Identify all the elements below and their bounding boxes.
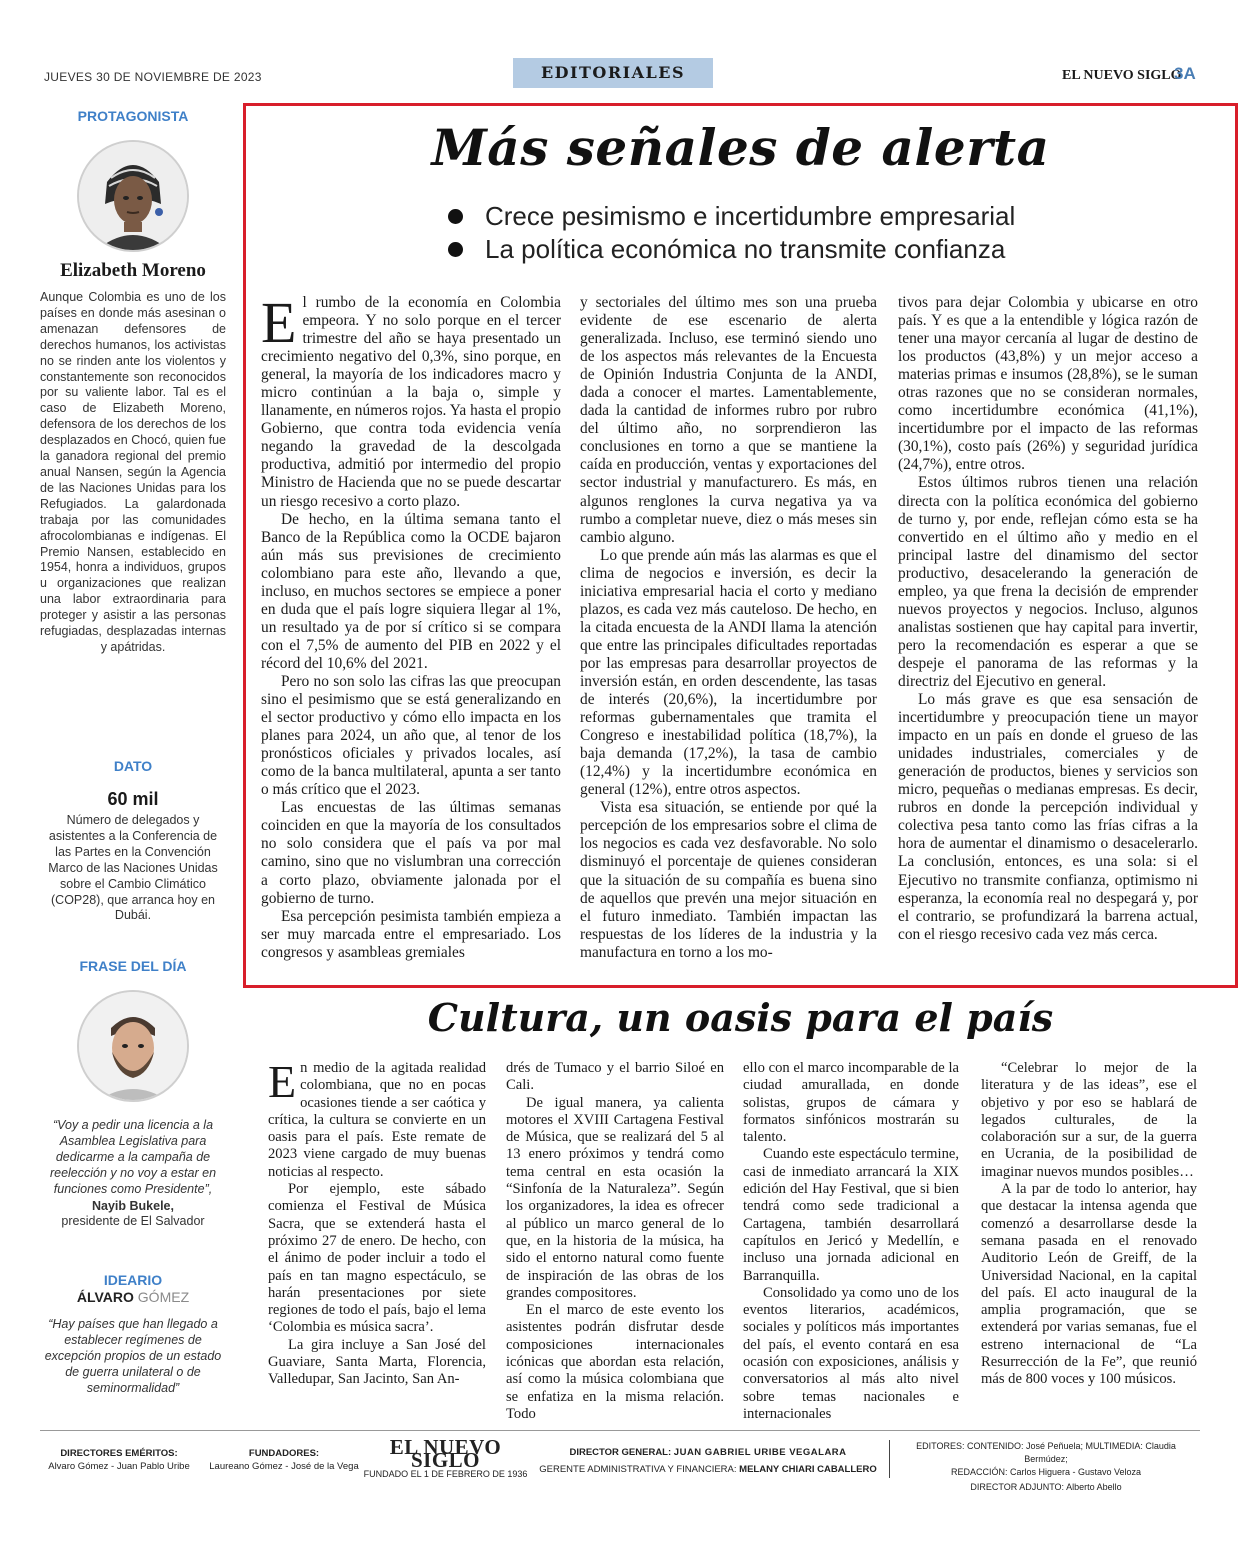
footer-founders-label: FUNDADORES: bbox=[248, 1448, 320, 1459]
protagonist-text: Aunque Colombia es uno de los países en donde más asesinan o amenazan defensores de derechos humanos, los activistas no se rinden ante los violentos y constantemente son reconocidos por su valiente labor. Tal es el caso de Elizabeth Moreno, defensora de los derechos de los desplazados en Chocó, quien fue la ganadora regional del premio anual Nansen, según la Agencia de las Naciones Unidas para los Refugiados. La galardonada trabaja por las comunidades afrocolombianas e indígenas. El Premio Nansen, establecido en 1954, honra a individuos, grupos u organizaciones que realizan una labor extraordinaria para proteger y asistir a las personas refugiadas, desplazadas internas y apátridas. bbox=[40, 290, 226, 654]
footer-emeritus-label: DIRECTORES EMÉRITOS: bbox=[60, 1448, 178, 1459]
culture-paragraph: De igual manera, ya calienta motores el XVIII Cartagena Festival de Música, que se realizará del 5 al 13 enero próximos y tendrá como tema central en esta ocasión la “Sinfonía de la Naturaleza”. Según los organizadores, la idea es ofrecer al público un marco general de lo que, en la historia de la música, ha sido el entorno natural como fuente de inspiración de las obras de los grandes compositores. bbox=[506, 1094, 724, 1301]
phrase-quote: “Voy a pedir una licencia a la Asamblea Legislativa para dedicarme a la campaña de reelección y no voy a estar en funciones como Presidente”, bbox=[49, 1118, 217, 1196]
editorial-paragraph: tivos para dejar Colombia y ubicarse en otro país. Y es que a la entendible y lógica razón de tener una mayor cercanía al lugar de destino de los productos (43,8%) y un mejor acceso a materias primas e insumos (28,8%), se le suman otras razones que no se consideran normales, como incertidumbre económica (41,1%), incertidumbre por el impacto de las reformas (30,1%), costo país (26%) y seguridad jurídica (24,7%), entre otros. bbox=[898, 294, 1198, 474]
footer-deputy-label: DIRECTOR ADJUNTO: bbox=[970, 1482, 1065, 1492]
editorial-bullet-text: Crece pesimismo e incertidumbre empresarial bbox=[485, 201, 1016, 231]
editorial-column-1 bbox=[261, 290, 561, 962]
footer-founded: FUNDADO EL 1 DE FEBRERO DE 1936 bbox=[363, 1469, 528, 1479]
editorial-paragraph bbox=[261, 290, 561, 511]
culture-column-2 bbox=[506, 1060, 724, 1423]
bullet-dot-icon bbox=[448, 209, 463, 224]
culture-paragraph: A la par de todo lo anterior, hay que destacar la intensa agenda que comenzó a desarrollarse desde la semana pasada en el renovado Auditorio León de Greiff, de la Universidad Nacional, en la capital del país. El acto inaugural de la amplia programación, que se extenderá por varias semanas, fue el estreno internacional de “La Resurrección de la Fe”, que reunió más de 800 voces y 100 músicos. bbox=[981, 1181, 1197, 1388]
footer-director-name: JUAN GABRIEL URIBE VEGALARA bbox=[673, 1447, 847, 1458]
ideario-author bbox=[40, 1289, 226, 1305]
phrase-author: Nayib Bukele, bbox=[92, 1198, 174, 1213]
editorial-title: Más señales de alerta bbox=[431, 118, 1050, 177]
man-portrait-icon bbox=[79, 992, 187, 1100]
woman-portrait-icon bbox=[79, 142, 187, 250]
editorial-paragraph: Lo más grave es que esa sensación de incertidumbre y preocupación tiene un mayor impacto en un país en donde el grueso de las unidades industriales, comerciales y de generación de productos, bienes y servicios son micro, pequeñas o medianas empresas. Es decir, rubros en donde la percepción individual y colectiva pesa tanto como las frías cifras a la hora de aumentar el dinamismo o desacelerarlo. La conclusión, entonces, es una sola: si el Ejecutivo no transmite confianza, optimismo ni esperanza, la economía real no despegará y, por el contrario, se profundizará la barrena actual, con el riesgo recesivo cada vez más cerca. bbox=[898, 691, 1198, 943]
editorial-bullets bbox=[448, 200, 1015, 266]
editorial-bullet-text: La política económica no transmite confianza bbox=[485, 234, 1006, 264]
editorial-paragraph: Estos últimos rubros tienen una relación directa con la política económica del gobierno de turno y, por ende, reflejan cómo esta se ha convertido en el último año y medio en el principal lastre del dinamismo del sector productivo, desacelerando la generación de empleo, ya que frena la decisión de emprender nuevos proyectos y negocios. Incluso, algunos analistas sostienen que hay capital para invertir, pero la recomendación es esperar a que se despeje el panorama de las reformas y la directriz del Ejecutivo en general. bbox=[898, 474, 1198, 690]
editorial-paragraph: Vista esa situación, se entiende por qué la percepción de los empresarios sobre el clima de los negocios es cada vez desfavorable. No solo disminuyó el porcentaje de quienes consideran que la situación de su compañía es buena sino de aquellos que prevén una mejor situación en el futuro inmediato. También impactan las respuestas de los líderes de la industria y la manufactura en torno a los mo- bbox=[580, 799, 877, 961]
editorial-paragraph: y sectoriales del último mes son una prueba evidente de ese escenario de alerta generalizada. Incluso, ese terminó siendo uno de los aspectos más relevantes de la Encuesta de Opinión Industria Conjunta de la ANDI, dada a conocer el martes. Lamentablemente, dada la cantidad de informes rubro por rubro del último año, no sorprendieron las conclusiones en torno a que se mantiene la caída en producción, ventas y exportaciones del sector industrial y manufacturero. Es más, en algunos renglones la curva negativa ya va rumbo a completar nueve, diez o más meses sin cambio alguno. bbox=[580, 294, 877, 546]
fact-block bbox=[40, 758, 226, 924]
ideario-heading: IDEARIO bbox=[103, 1272, 163, 1288]
footer-founders-names: Laureano Gómez - José de la Vega bbox=[209, 1461, 359, 1472]
culture-column-3 bbox=[743, 1060, 959, 1423]
ideario-block bbox=[40, 1272, 226, 1397]
culture-paragraph: ello con el marco incomparable de la ciudad amurallada, en donde solistas, grupos de cámara y formatos sinfónicos mostrarán su talento. bbox=[743, 1060, 959, 1146]
editorial-paragraph: Pero no son solo las cifras las que preocupan sino el pesimismo que se está generalizando en el sector productivo y cómo ello impacta en los planes para 2024, un año que, al tenor de los pronósticos oficiales y privados locales, así como de la banca multilateral, apunta a ser tanto o más crítico que el 2023. bbox=[261, 672, 561, 799]
footer-deputy-name: Alberto Abello bbox=[1066, 1482, 1122, 1492]
newspaper-name: EL NUEVO SIGLO bbox=[1062, 68, 1182, 83]
editorial-paragraph: De hecho, en la última semana tanto el Banco de la República como la OCDE bajaron aún más sus previsiones de crecimiento colombiano para este año, llevando a que, incluso, en muchos sectores se empiece a poner en duda que el país logre siquiera llegar al 1%, un resultado ya de por sí crítico si se compara con el 7,5% de aumento del PIB en 2022 y el récord del 10,6% del 2021. bbox=[261, 510, 561, 672]
editorial-paragraph-text: l rumbo de la economía en Colombia empeora. Y no solo porque en el tercer trimestre del año se haya presentado un crecimiento negativo del 0,3%, sino porque, en general, la mayoría de los indicadores macro y micro continúan a la baja o, simple y llanamente, en números rojos. Ya hasta el propio Gobierno, que contra toda evidencia venía negando la gravedad de la descolgada productiva, admitió por intermedio del propio Ministro de Hacienda que no se puede descartar un riesgo recesivo a corto plazo. bbox=[261, 294, 561, 510]
footer-emeritus bbox=[44, 1447, 194, 1473]
header-date: JUEVES 30 DE NOVIEMBRE DE 2023 bbox=[44, 70, 262, 84]
culture-paragraph bbox=[268, 1056, 486, 1181]
editorial-column-2 bbox=[580, 294, 877, 962]
ideario-author-last: GÓMEZ bbox=[137, 1289, 190, 1305]
footer-direction bbox=[533, 1446, 883, 1476]
protagonist-heading: PROTAGONISTA bbox=[77, 108, 189, 124]
culture-title: Cultura, un oasis para el país bbox=[427, 995, 1054, 1040]
footer-masthead bbox=[363, 1435, 528, 1481]
phrase-block bbox=[40, 958, 226, 1230]
culture-paragraph: Cuando este espectáculo termine, casi de inmediato arrancará la XIX edición del Hay Festival, que si bien tendrá como sede tradicional a Cartagena, también desarrollará capítulos en Jericó y Medellín, e incluso una jornada adicional en Barranquilla. bbox=[743, 1146, 959, 1284]
protagonist-name: Elizabeth Moreno bbox=[60, 260, 206, 281]
fact-heading: DATO bbox=[113, 758, 153, 774]
editorial-bullet bbox=[448, 200, 1015, 233]
ideario-author-first: ÁLVARO bbox=[76, 1289, 134, 1305]
footer-editors-line2: REDACCIÓN: Carlos Higuera - Gustavo Veloza bbox=[950, 1467, 1142, 1477]
section-label: EDITORIALES bbox=[513, 58, 713, 88]
fact-text: Número de delegados y asistentes a la Conferencia de las Partes en la Convención Marco de las Naciones Unidas sobre el Cambio Climático (COP28), que arranca hoy en Dubái. bbox=[48, 813, 218, 923]
phrase-heading: FRASE DEL DÍA bbox=[79, 958, 187, 974]
fact-figure: 60 mil bbox=[107, 789, 159, 809]
footer-separator bbox=[889, 1440, 890, 1478]
footer-editors-line1: EDITORES: CONTENIDO: José Peñuela; MULTIMEDIA: Claudia Bermúdez; bbox=[916, 1441, 1176, 1464]
phrase-author-role: presidente de El Salvador bbox=[61, 1214, 205, 1229]
ideario-quote: “Hay países que han llegado a establecer regímenes de excepción propios de un estado de guerra unilateral o de seminormalidad” bbox=[44, 1317, 222, 1395]
culture-column-4 bbox=[981, 1060, 1197, 1389]
bullet-dot-icon bbox=[448, 242, 463, 257]
drop-cap: E bbox=[261, 290, 297, 355]
phrase-portrait bbox=[77, 990, 189, 1102]
culture-paragraph: En el marco de este evento los asistentes podrán disfrutar desde composiciones internacionales icónicas que abordan esta relación, así como la música colombiana que se enfatiza en la misma relación. Todo bbox=[506, 1302, 724, 1422]
culture-paragraph-text: n medio de la agitada realidad colombiana, que no en pocas ocasiones tiende a ser caótica y crítica, la cultura se convierte en un oasis para el país. Este remate de 2023 viene cargado de muy buenas noticias al respecto. bbox=[268, 1060, 486, 1180]
culture-paragraph: drés de Tumaco y el barrio Siloé en Cali. bbox=[506, 1060, 724, 1094]
culture-paragraph: Por ejemplo, este sábado comienza el Festival de Música Sacra, que se extenderá hasta el próximo 27 de enero. De hecho, con el ánimo de poder incluir a todo el país en tan magno espectáculo, se harán presentaciones por siete regiones de todo el país, bajo el lema ‘Colombia es música sacra’. bbox=[268, 1181, 486, 1336]
page-number: 3A bbox=[1174, 64, 1196, 83]
footer-logo: EL NUEVO SIGLO bbox=[389, 1435, 502, 1472]
editorial-column-3 bbox=[898, 294, 1198, 944]
protagonist-portrait bbox=[77, 140, 189, 252]
drop-cap: E bbox=[268, 1056, 297, 1107]
editorial-paragraph: Las encuestas de las últimas semanas coinciden en que la mayoría de los consultados no solo considera que el país va por mal camino, sino que no vislumbran una corrección a corto plazo, obviamente jalonada por el gobierno de turno. bbox=[261, 799, 561, 907]
editorial-paragraph: Lo que prende aún más las alarmas es que el clima de negocios e inversión, es decir la iniciativa empresarial hacia el corto y mediano plazos, es cada vez más cauteloso. De hecho, en la citada encuesta de la ANDI llama la atención que entre las principales dificultades reportadas por las empresas para desarrollar proyectos de inversión están, en orden descendente, las tasas de interés (20,6%), la incertidumbre por reformas gubernamentales que tramita el Congreso e inestabilidad política (18,7%), la baja demanda (17,2%), la tasa de cambio (12,4%) y la incertidumbre económica en general (12%), entre otros aspectos. bbox=[580, 546, 877, 799]
editorial-paragraph: Esa percepción pesimista también empieza a ser muy marcada entre el empresariado. Los congresos y asambleas gremiales bbox=[261, 907, 561, 961]
footer-editors bbox=[896, 1440, 1196, 1494]
footer-founders bbox=[205, 1447, 363, 1473]
culture-paragraph: La gira incluye a San José del Guaviare, Santa Marta, Florencia, Valledupar, San Jacinto, San An- bbox=[268, 1336, 486, 1388]
footer-rule bbox=[40, 1430, 1200, 1431]
protagonist-block bbox=[40, 108, 226, 656]
footer-director-label: DIRECTOR GENERAL: bbox=[569, 1447, 672, 1458]
footer-emeritus-names: Alvaro Gómez - Juan Pablo Uribe bbox=[48, 1461, 190, 1472]
culture-column-1 bbox=[268, 1056, 486, 1389]
culture-paragraph: Consolidado ya como uno de los eventos literarios, académicos, sociales y políticos más importantes del país, el evento contará en esa ocasión con exposiciones, análisis y conversatorios al más alto nivel sobre temas nacionales e internacionales bbox=[743, 1284, 959, 1422]
footer-manager-name: MELANY CHIARI CABALLERO bbox=[739, 1464, 877, 1475]
editorial-bullet bbox=[448, 233, 1015, 266]
footer-manager-label: GERENTE ADMINISTRATIVA Y FINANCIERA: bbox=[539, 1464, 737, 1475]
culture-paragraph: “Celebrar lo mejor de la literatura y de las ideas”, ese el objetivo y por eso se hablará de legados culturales, de la colaboración sur a sur, de la guerra en Ucrania, de la posibilidad de imaginar nuevos mundos posibles… bbox=[981, 1060, 1197, 1180]
